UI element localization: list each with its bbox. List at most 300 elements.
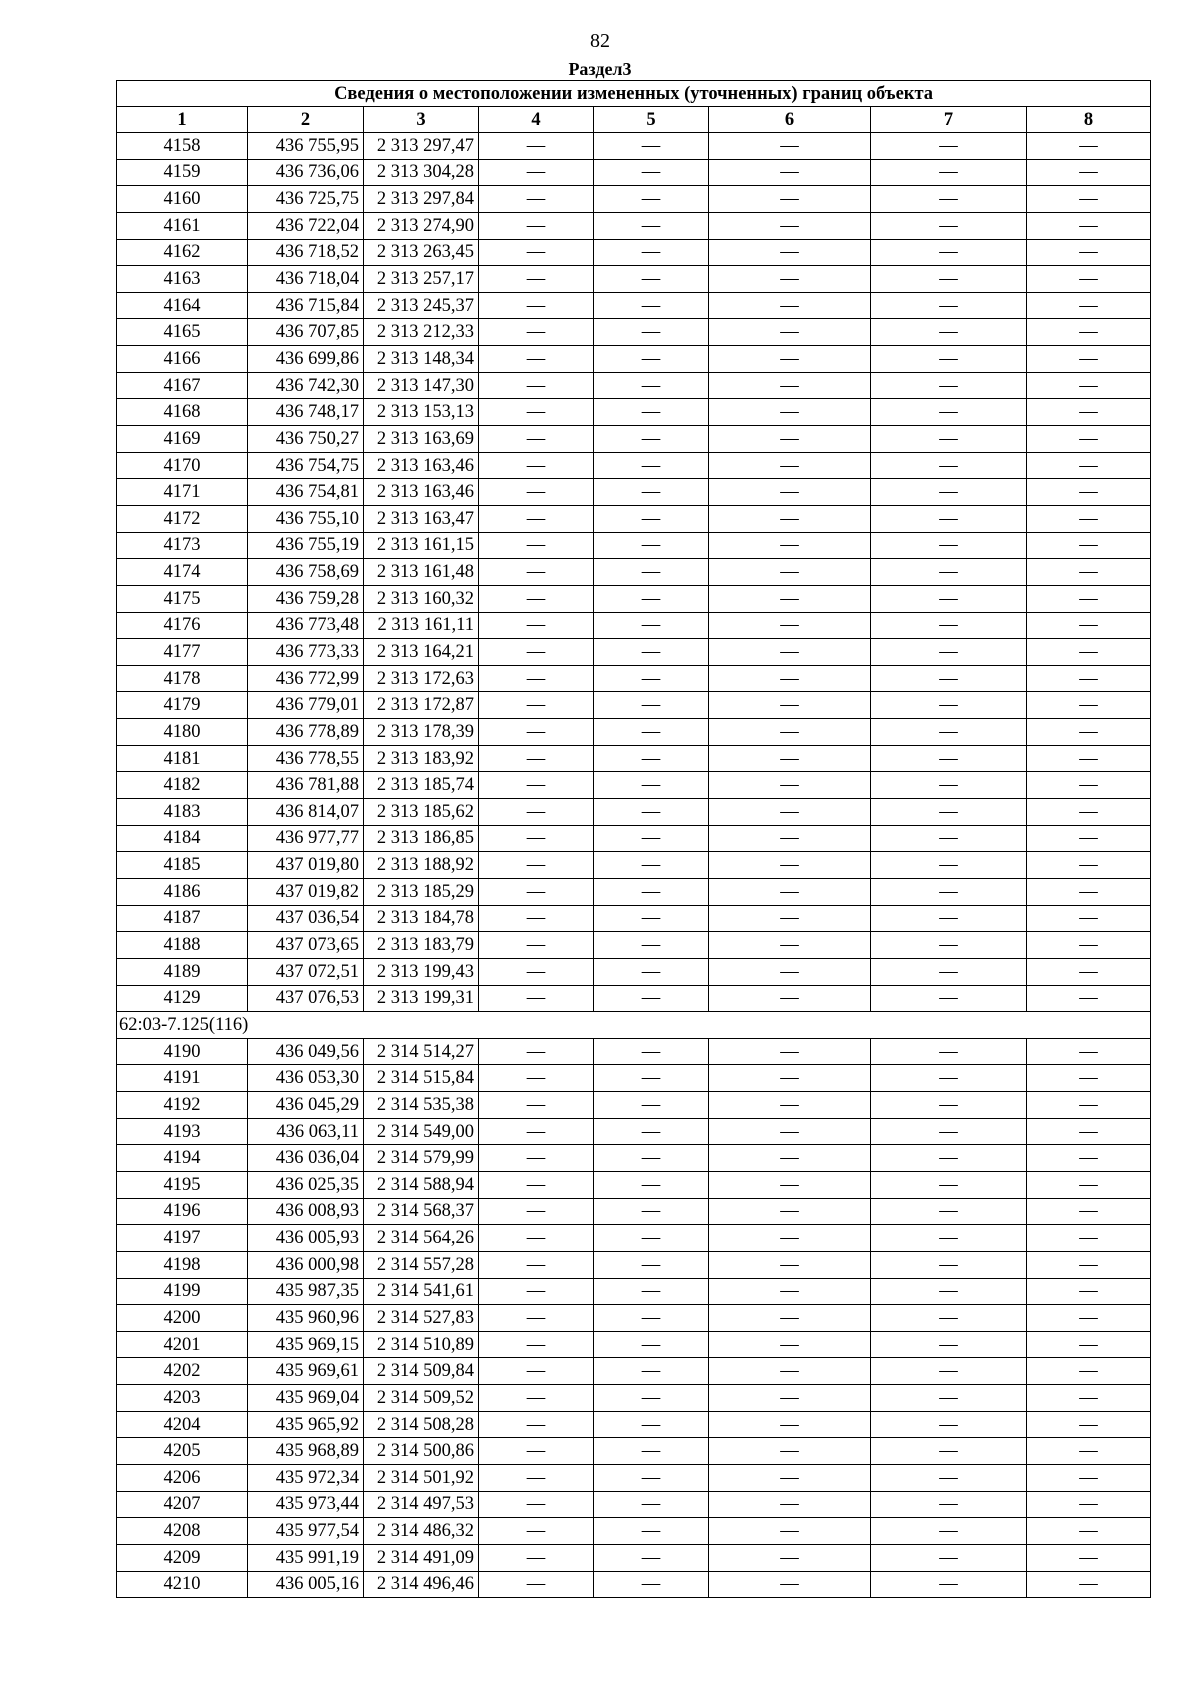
- x-coordinate-cell: 436 814,07: [248, 799, 364, 826]
- empty-dash-cell: —: [871, 399, 1027, 426]
- empty-dash-cell: —: [479, 266, 594, 293]
- table-row: [117, 665, 1151, 692]
- empty-dash-cell: —: [594, 745, 709, 772]
- empty-dash-cell: —: [1027, 825, 1151, 852]
- table-row: [117, 266, 1151, 293]
- empty-dash-cell: —: [871, 1118, 1027, 1145]
- point-number-cell: 4202: [117, 1358, 248, 1385]
- empty-dash-cell: —: [709, 1305, 871, 1332]
- table-row: [117, 1385, 1151, 1412]
- x-coordinate-cell: 437 072,51: [248, 958, 364, 985]
- empty-dash-cell: —: [594, 1171, 709, 1198]
- x-coordinate-cell: 436 005,93: [248, 1225, 364, 1252]
- empty-dash-cell: —: [594, 559, 709, 586]
- x-coordinate-cell: 437 073,65: [248, 932, 364, 959]
- empty-dash-cell: —: [1027, 292, 1151, 319]
- x-coordinate-cell: 435 968,89: [248, 1438, 364, 1465]
- empty-dash-cell: —: [479, 452, 594, 479]
- empty-dash-cell: —: [594, 346, 709, 373]
- table-row: [117, 479, 1151, 506]
- empty-dash-cell: —: [594, 532, 709, 559]
- y-coordinate-cell: 2 313 163,46: [364, 479, 479, 506]
- empty-dash-cell: —: [871, 772, 1027, 799]
- empty-dash-cell: —: [1027, 1518, 1151, 1545]
- empty-dash-cell: —: [594, 1251, 709, 1278]
- column-number-8: 8: [1027, 107, 1151, 133]
- point-number-cell: 4192: [117, 1092, 248, 1119]
- empty-dash-cell: —: [709, 1358, 871, 1385]
- empty-dash-cell: —: [871, 1305, 1027, 1332]
- x-coordinate-cell: 436 699,86: [248, 346, 364, 373]
- table-row: [117, 399, 1151, 426]
- empty-dash-cell: —: [709, 719, 871, 746]
- empty-dash-cell: —: [479, 372, 594, 399]
- empty-dash-cell: —: [871, 1038, 1027, 1065]
- y-coordinate-cell: 2 313 199,43: [364, 958, 479, 985]
- empty-dash-cell: —: [1027, 159, 1151, 186]
- y-coordinate-cell: 2 314 557,28: [364, 1251, 479, 1278]
- empty-dash-cell: —: [1027, 1198, 1151, 1225]
- point-number-cell: 4199: [117, 1278, 248, 1305]
- empty-dash-cell: —: [709, 1092, 871, 1119]
- empty-dash-cell: —: [1027, 133, 1151, 160]
- empty-dash-cell: —: [1027, 479, 1151, 506]
- empty-dash-cell: —: [709, 1438, 871, 1465]
- point-number-cell: 4175: [117, 585, 248, 612]
- empty-dash-cell: —: [709, 1278, 871, 1305]
- x-coordinate-cell: 436 773,48: [248, 612, 364, 639]
- x-coordinate-cell: 436 750,27: [248, 426, 364, 453]
- table-row: [117, 505, 1151, 532]
- empty-dash-cell: —: [709, 692, 871, 719]
- point-number-cell: 4162: [117, 239, 248, 266]
- empty-dash-cell: —: [1027, 612, 1151, 639]
- empty-dash-cell: —: [709, 585, 871, 612]
- empty-dash-cell: —: [594, 1411, 709, 1438]
- column-number-7: 7: [871, 107, 1027, 133]
- table-row: [117, 1491, 1151, 1518]
- x-coordinate-cell: 435 987,35: [248, 1278, 364, 1305]
- x-coordinate-cell: 436 772,99: [248, 665, 364, 692]
- x-coordinate-cell: 436 773,33: [248, 639, 364, 666]
- column-number-4: 4: [479, 107, 594, 133]
- column-number-6: 6: [709, 107, 871, 133]
- empty-dash-cell: —: [871, 639, 1027, 666]
- y-coordinate-cell: 2 314 501,92: [364, 1465, 479, 1492]
- table-row: [117, 639, 1151, 666]
- empty-dash-cell: —: [1027, 1438, 1151, 1465]
- empty-dash-cell: —: [1027, 1225, 1151, 1252]
- column-number-2: 2: [248, 107, 364, 133]
- empty-dash-cell: —: [709, 292, 871, 319]
- empty-dash-cell: —: [479, 505, 594, 532]
- empty-dash-cell: —: [709, 745, 871, 772]
- empty-dash-cell: —: [871, 1331, 1027, 1358]
- empty-dash-cell: —: [1027, 878, 1151, 905]
- y-coordinate-cell: 2 313 212,33: [364, 319, 479, 346]
- y-coordinate-cell: 2 313 178,39: [364, 719, 479, 746]
- empty-dash-cell: —: [594, 1385, 709, 1412]
- empty-dash-cell: —: [479, 1092, 594, 1119]
- point-number-cell: 4197: [117, 1225, 248, 1252]
- empty-dash-cell: —: [709, 612, 871, 639]
- empty-dash-cell: —: [709, 1145, 871, 1172]
- x-coordinate-cell: 435 973,44: [248, 1491, 364, 1518]
- y-coordinate-cell: 2 313 297,84: [364, 186, 479, 213]
- empty-dash-cell: —: [871, 905, 1027, 932]
- empty-dash-cell: —: [479, 212, 594, 239]
- point-number-cell: 4158: [117, 133, 248, 160]
- empty-dash-cell: —: [479, 1465, 594, 1492]
- empty-dash-cell: —: [871, 505, 1027, 532]
- empty-dash-cell: —: [871, 159, 1027, 186]
- point-number-cell: 4208: [117, 1518, 248, 1545]
- empty-dash-cell: —: [594, 958, 709, 985]
- y-coordinate-cell: 2 313 164,21: [364, 639, 479, 666]
- point-number-cell: 4178: [117, 665, 248, 692]
- empty-dash-cell: —: [479, 1251, 594, 1278]
- table-row: [117, 292, 1151, 319]
- empty-dash-cell: —: [871, 559, 1027, 586]
- empty-dash-cell: —: [871, 932, 1027, 959]
- y-coordinate-cell: 2 313 161,11: [364, 612, 479, 639]
- y-coordinate-cell: 2 314 510,89: [364, 1331, 479, 1358]
- x-coordinate-cell: 436 755,19: [248, 532, 364, 559]
- table-row: [117, 612, 1151, 639]
- empty-dash-cell: —: [871, 692, 1027, 719]
- table-row: [117, 532, 1151, 559]
- empty-dash-cell: —: [594, 1118, 709, 1145]
- y-coordinate-cell: 2 314 497,53: [364, 1491, 479, 1518]
- empty-dash-cell: —: [594, 1571, 709, 1598]
- empty-dash-cell: —: [709, 1171, 871, 1198]
- point-number-cell: 4195: [117, 1171, 248, 1198]
- empty-dash-cell: —: [479, 958, 594, 985]
- table-heading: Сведения о местоположении измененных (уточненных) границ объекта: [117, 81, 1151, 107]
- y-coordinate-cell: 2 313 147,30: [364, 372, 479, 399]
- y-coordinate-cell: 2 314 568,37: [364, 1198, 479, 1225]
- empty-dash-cell: —: [1027, 985, 1151, 1012]
- empty-dash-cell: —: [871, 1278, 1027, 1305]
- empty-dash-cell: —: [871, 1438, 1027, 1465]
- empty-dash-cell: —: [479, 1038, 594, 1065]
- empty-dash-cell: —: [594, 878, 709, 905]
- empty-dash-cell: —: [709, 932, 871, 959]
- empty-dash-cell: —: [479, 133, 594, 160]
- point-number-cell: 4168: [117, 399, 248, 426]
- empty-dash-cell: —: [871, 133, 1027, 160]
- table-row: [117, 1544, 1151, 1571]
- x-coordinate-cell: 436 063,11: [248, 1118, 364, 1145]
- empty-dash-cell: —: [1027, 186, 1151, 213]
- empty-dash-cell: —: [709, 1225, 871, 1252]
- empty-dash-cell: —: [1027, 319, 1151, 346]
- empty-dash-cell: —: [709, 532, 871, 559]
- empty-dash-cell: —: [479, 1544, 594, 1571]
- empty-dash-cell: —: [479, 1438, 594, 1465]
- y-coordinate-cell: 2 313 183,92: [364, 745, 479, 772]
- empty-dash-cell: —: [594, 159, 709, 186]
- x-coordinate-cell: 435 991,19: [248, 1544, 364, 1571]
- empty-dash-cell: —: [594, 1038, 709, 1065]
- empty-dash-cell: —: [709, 665, 871, 692]
- y-coordinate-cell: 2 313 160,32: [364, 585, 479, 612]
- y-coordinate-cell: 2 314 496,46: [364, 1571, 479, 1598]
- table-row: [117, 346, 1151, 373]
- empty-dash-cell: —: [709, 1465, 871, 1492]
- x-coordinate-cell: 436 000,98: [248, 1251, 364, 1278]
- point-number-cell: 4165: [117, 319, 248, 346]
- table-row: [117, 1278, 1151, 1305]
- table-row: [117, 1411, 1151, 1438]
- empty-dash-cell: —: [871, 1518, 1027, 1545]
- empty-dash-cell: —: [479, 292, 594, 319]
- point-number-cell: 4182: [117, 772, 248, 799]
- x-coordinate-cell: 436 758,69: [248, 559, 364, 586]
- empty-dash-cell: —: [1027, 372, 1151, 399]
- table-row: [117, 1465, 1151, 1492]
- table-row: [117, 852, 1151, 879]
- empty-dash-cell: —: [594, 772, 709, 799]
- x-coordinate-cell: 436 754,75: [248, 452, 364, 479]
- table-row: [117, 1118, 1151, 1145]
- x-coordinate-cell: 436 049,56: [248, 1038, 364, 1065]
- empty-dash-cell: —: [871, 1198, 1027, 1225]
- empty-dash-cell: —: [709, 878, 871, 905]
- empty-dash-cell: —: [709, 479, 871, 506]
- empty-dash-cell: —: [871, 1465, 1027, 1492]
- empty-dash-cell: —: [709, 639, 871, 666]
- y-coordinate-cell: 2 314 515,84: [364, 1065, 479, 1092]
- point-number-cell: 4183: [117, 799, 248, 826]
- empty-dash-cell: —: [479, 1411, 594, 1438]
- point-number-cell: 4196: [117, 1198, 248, 1225]
- empty-dash-cell: —: [709, 426, 871, 453]
- y-coordinate-cell: 2 313 184,78: [364, 905, 479, 932]
- empty-dash-cell: —: [594, 585, 709, 612]
- column-number-5: 5: [594, 107, 709, 133]
- empty-dash-cell: —: [479, 1385, 594, 1412]
- empty-dash-cell: —: [594, 1518, 709, 1545]
- x-coordinate-cell: 435 965,92: [248, 1411, 364, 1438]
- empty-dash-cell: —: [871, 346, 1027, 373]
- empty-dash-cell: —: [1027, 1491, 1151, 1518]
- y-coordinate-cell: 2 313 185,62: [364, 799, 479, 826]
- empty-dash-cell: —: [594, 799, 709, 826]
- empty-dash-cell: —: [871, 1145, 1027, 1172]
- x-coordinate-cell: 436 025,35: [248, 1171, 364, 1198]
- table-row: [117, 825, 1151, 852]
- table-row: [117, 985, 1151, 1012]
- section-title: Раздел3: [568, 59, 632, 79]
- x-coordinate-cell: 436 778,89: [248, 719, 364, 746]
- empty-dash-cell: —: [709, 266, 871, 293]
- x-coordinate-cell: 437 019,82: [248, 878, 364, 905]
- empty-dash-cell: —: [1027, 1544, 1151, 1571]
- table-row: [117, 745, 1151, 772]
- empty-dash-cell: —: [594, 639, 709, 666]
- x-coordinate-cell: 436 779,01: [248, 692, 364, 719]
- empty-dash-cell: —: [594, 212, 709, 239]
- empty-dash-cell: —: [1027, 1278, 1151, 1305]
- table-row: [117, 719, 1151, 746]
- point-number-cell: 4205: [117, 1438, 248, 1465]
- point-number-cell: 4203: [117, 1385, 248, 1412]
- empty-dash-cell: —: [479, 239, 594, 266]
- table-row: [117, 1571, 1151, 1598]
- empty-dash-cell: —: [594, 1544, 709, 1571]
- point-number-cell: 4194: [117, 1145, 248, 1172]
- y-coordinate-cell: 2 313 161,15: [364, 532, 479, 559]
- empty-dash-cell: —: [709, 1118, 871, 1145]
- empty-dash-cell: —: [1027, 585, 1151, 612]
- empty-dash-cell: —: [594, 452, 709, 479]
- table-row: [117, 1438, 1151, 1465]
- empty-dash-cell: —: [479, 1145, 594, 1172]
- table-row: [117, 159, 1151, 186]
- empty-dash-cell: —: [871, 426, 1027, 453]
- table-row: [117, 372, 1151, 399]
- y-coordinate-cell: 2 313 297,47: [364, 133, 479, 160]
- empty-dash-cell: —: [1027, 346, 1151, 373]
- point-number-cell: 4164: [117, 292, 248, 319]
- empty-dash-cell: —: [479, 346, 594, 373]
- empty-dash-cell: —: [594, 1065, 709, 1092]
- table-row: [117, 319, 1151, 346]
- point-number-cell: 4171: [117, 479, 248, 506]
- empty-dash-cell: —: [479, 825, 594, 852]
- point-number-cell: 4161: [117, 212, 248, 239]
- y-coordinate-cell: 2 313 185,29: [364, 878, 479, 905]
- point-number-cell: 4206: [117, 1465, 248, 1492]
- table-row: [117, 692, 1151, 719]
- empty-dash-cell: —: [479, 159, 594, 186]
- empty-dash-cell: —: [1027, 266, 1151, 293]
- empty-dash-cell: —: [709, 372, 871, 399]
- table-row: [117, 559, 1151, 586]
- point-number-cell: 4170: [117, 452, 248, 479]
- y-coordinate-cell: 2 313 172,87: [364, 692, 479, 719]
- empty-dash-cell: —: [871, 1385, 1027, 1412]
- empty-dash-cell: —: [709, 133, 871, 160]
- x-coordinate-cell: 436 722,04: [248, 212, 364, 239]
- empty-dash-cell: —: [871, 1544, 1027, 1571]
- empty-dash-cell: —: [479, 639, 594, 666]
- empty-dash-cell: —: [479, 985, 594, 1012]
- x-coordinate-cell: 436 759,28: [248, 585, 364, 612]
- empty-dash-cell: —: [594, 1358, 709, 1385]
- x-coordinate-cell: 436 736,06: [248, 159, 364, 186]
- empty-dash-cell: —: [479, 1491, 594, 1518]
- empty-dash-cell: —: [871, 1491, 1027, 1518]
- column-number-3: 3: [364, 107, 479, 133]
- empty-dash-cell: —: [594, 1331, 709, 1358]
- x-coordinate-cell: 436 045,29: [248, 1092, 364, 1119]
- empty-dash-cell: —: [871, 1251, 1027, 1278]
- empty-dash-cell: —: [594, 426, 709, 453]
- empty-dash-cell: —: [594, 266, 709, 293]
- empty-dash-cell: —: [594, 1465, 709, 1492]
- x-coordinate-cell: 436 715,84: [248, 292, 364, 319]
- table-row: [117, 452, 1151, 479]
- x-coordinate-cell: 435 960,96: [248, 1305, 364, 1332]
- empty-dash-cell: —: [479, 719, 594, 746]
- empty-dash-cell: —: [1027, 1171, 1151, 1198]
- empty-dash-cell: —: [871, 852, 1027, 879]
- point-number-cell: 4187: [117, 905, 248, 932]
- point-number-cell: 4201: [117, 1331, 248, 1358]
- empty-dash-cell: —: [479, 1118, 594, 1145]
- empty-dash-cell: —: [479, 1171, 594, 1198]
- empty-dash-cell: —: [871, 585, 1027, 612]
- x-coordinate-cell: 437 076,53: [248, 985, 364, 1012]
- table-row: [117, 932, 1151, 959]
- empty-dash-cell: —: [709, 1198, 871, 1225]
- empty-dash-cell: —: [594, 932, 709, 959]
- table-row: [117, 1145, 1151, 1172]
- x-coordinate-cell: 436 718,04: [248, 266, 364, 293]
- empty-dash-cell: —: [594, 825, 709, 852]
- empty-dash-cell: —: [1027, 452, 1151, 479]
- table-row: [117, 133, 1151, 160]
- empty-dash-cell: —: [709, 346, 871, 373]
- point-number-cell: 4188: [117, 932, 248, 959]
- empty-dash-cell: —: [479, 399, 594, 426]
- point-number-cell: 4160: [117, 186, 248, 213]
- table-row: [117, 239, 1151, 266]
- point-number-cell: 4129: [117, 985, 248, 1012]
- empty-dash-cell: —: [594, 1198, 709, 1225]
- table-row: [117, 212, 1151, 239]
- empty-dash-cell: —: [1027, 1038, 1151, 1065]
- empty-dash-cell: —: [709, 1385, 871, 1412]
- empty-dash-cell: —: [479, 1198, 594, 1225]
- y-coordinate-cell: 2 314 509,84: [364, 1358, 479, 1385]
- empty-dash-cell: —: [709, 559, 871, 586]
- empty-dash-cell: —: [871, 532, 1027, 559]
- y-coordinate-cell: 2 313 188,92: [364, 852, 479, 879]
- table-row: [117, 878, 1151, 905]
- y-coordinate-cell: 2 313 304,28: [364, 159, 479, 186]
- empty-dash-cell: —: [709, 985, 871, 1012]
- y-coordinate-cell: 2 313 172,63: [364, 665, 479, 692]
- empty-dash-cell: —: [479, 426, 594, 453]
- y-coordinate-cell: 2 314 508,28: [364, 1411, 479, 1438]
- empty-dash-cell: —: [1027, 505, 1151, 532]
- point-number-cell: 4190: [117, 1038, 248, 1065]
- empty-dash-cell: —: [709, 825, 871, 852]
- y-coordinate-cell: 2 313 153,13: [364, 399, 479, 426]
- empty-dash-cell: —: [594, 1438, 709, 1465]
- x-coordinate-cell: 436 725,75: [248, 186, 364, 213]
- empty-dash-cell: —: [871, 292, 1027, 319]
- point-number-cell: 4166: [117, 346, 248, 373]
- empty-dash-cell: —: [709, 1065, 871, 1092]
- y-coordinate-cell: 2 314 588,94: [364, 1171, 479, 1198]
- x-coordinate-cell: 435 977,54: [248, 1518, 364, 1545]
- empty-dash-cell: —: [871, 799, 1027, 826]
- empty-dash-cell: —: [1027, 399, 1151, 426]
- empty-dash-cell: —: [479, 585, 594, 612]
- empty-dash-cell: —: [479, 745, 594, 772]
- group-label: 62:03-7.125(116): [117, 1012, 1151, 1039]
- empty-dash-cell: —: [479, 665, 594, 692]
- table-row: [117, 799, 1151, 826]
- empty-dash-cell: —: [1027, 772, 1151, 799]
- point-number-cell: 4173: [117, 532, 248, 559]
- empty-dash-cell: —: [1027, 665, 1151, 692]
- empty-dash-cell: —: [709, 505, 871, 532]
